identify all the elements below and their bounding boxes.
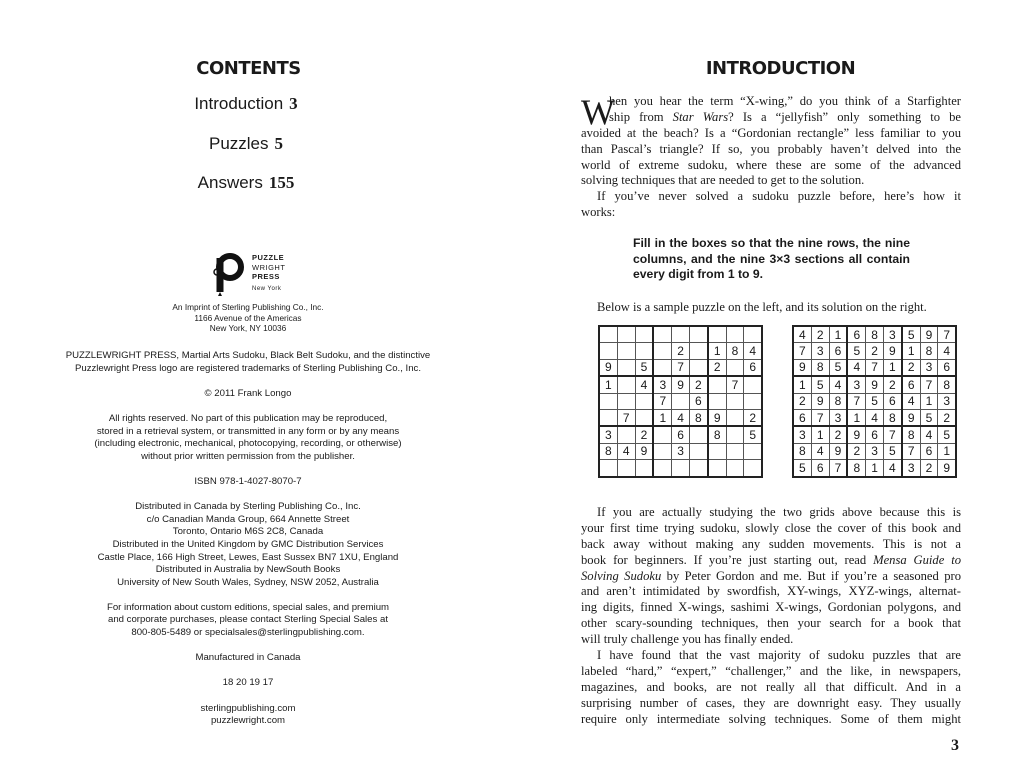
grid-cell: 4 bbox=[635, 376, 653, 393]
grid-cell: 8 bbox=[866, 326, 884, 343]
grid-cell bbox=[744, 460, 762, 477]
copyright-line: (including electronic, mechanical, photocopying, recording, or otherwise) bbox=[94, 438, 402, 450]
copyright-line bbox=[0, 640, 496, 653]
text-line: Solving Sudoku by Peter Gordon and me. But if you’re a seasoned pro bbox=[581, 568, 961, 583]
imprint-block bbox=[0, 302, 496, 334]
grid-cell: 2 bbox=[744, 409, 762, 426]
toc-label: Answers bbox=[197, 173, 263, 192]
copyright-line: c/o Canadian Manda Group, 664 Annette Street bbox=[146, 513, 350, 525]
grid-cell bbox=[617, 376, 635, 393]
grid-cell: 8 bbox=[793, 443, 811, 459]
grid-cell: 7 bbox=[938, 326, 956, 343]
grid-cell bbox=[635, 393, 653, 409]
grid-cell: 1 bbox=[938, 443, 956, 459]
grid-cell: 5 bbox=[938, 426, 956, 443]
intro-paragraph-1 bbox=[581, 94, 961, 221]
grid-cell: 7 bbox=[920, 376, 938, 393]
grid-cell bbox=[672, 393, 690, 409]
copyright-line: Puzzlewright Press logo are registered trademarks of Sterling Publishing Co., Inc. bbox=[74, 362, 422, 374]
grid-cell: 6 bbox=[672, 426, 690, 443]
copyright-line: Castle Place, 166 High Street, Lewes, East Sussex BN7 1XU, England bbox=[97, 551, 399, 563]
grid-cell bbox=[617, 359, 635, 376]
grid-cell: 5 bbox=[744, 426, 762, 443]
grid-row bbox=[599, 409, 762, 426]
grid-cell bbox=[726, 409, 744, 426]
text-line: world of extreme sudoku, where these are some of the advanced bbox=[581, 157, 961, 172]
grid-cell bbox=[599, 326, 617, 343]
grid-cell: 8 bbox=[883, 409, 901, 426]
text-line: ship from Star Wars? Is a “jellyfish” only something to be bbox=[609, 109, 961, 124]
grid-cell: 5 bbox=[920, 409, 938, 426]
grid-cell: 6 bbox=[829, 343, 847, 359]
grid-cell: 6 bbox=[866, 426, 884, 443]
grid-cell: 4 bbox=[847, 359, 865, 376]
grid-row bbox=[599, 343, 762, 359]
grid-cell: 4 bbox=[617, 443, 635, 459]
toc-page: 5 bbox=[274, 134, 284, 153]
grid-cell bbox=[672, 326, 690, 343]
grid-cell: 8 bbox=[902, 426, 920, 443]
grid-cell: 5 bbox=[793, 460, 811, 477]
text-line: surprising number of cases, they are downright easy. They usually bbox=[581, 695, 961, 710]
grid-cell: 7 bbox=[726, 376, 744, 393]
grid-cell: 5 bbox=[847, 343, 865, 359]
grid-cell: 8 bbox=[938, 376, 956, 393]
copyright-line bbox=[0, 589, 496, 602]
grid-cell: 7 bbox=[653, 393, 671, 409]
grid-cell bbox=[708, 326, 726, 343]
drop-cap: W bbox=[581, 92, 615, 132]
grid-cell bbox=[726, 326, 744, 343]
grid-row bbox=[599, 460, 762, 477]
grid-cell: 4 bbox=[793, 326, 811, 343]
grid-cell: 6 bbox=[793, 409, 811, 426]
grid-cell bbox=[653, 343, 671, 359]
grid-cell: 9 bbox=[902, 409, 920, 426]
grid-cell: 1 bbox=[847, 409, 865, 426]
grid-cell: 9 bbox=[793, 359, 811, 376]
grid-cell bbox=[726, 443, 744, 459]
grid-cell: 2 bbox=[689, 376, 707, 393]
grid-cell: 3 bbox=[902, 460, 920, 477]
copyright-line: Manufactured in Canada bbox=[195, 652, 301, 664]
copyright-line: PUZZLEWRIGHT PRESS, Martial Arts Sudoku, Black Belt Sudoku, and the distinctive bbox=[65, 350, 431, 361]
imprint-line: 1166 Avenue of the Americas bbox=[194, 312, 302, 323]
grid-cell bbox=[689, 443, 707, 459]
copyright-line: Distributed in the United Kingdom by GMC Distribution Services bbox=[112, 538, 384, 550]
grid-row bbox=[793, 376, 956, 393]
grid-cell: 4 bbox=[672, 409, 690, 426]
instruction-line: Fill in the boxes so that the nine rows, the nine bbox=[633, 236, 910, 250]
text-line: hen you hear the term “X-wing,” do you think of a Starfighter bbox=[609, 94, 961, 108]
toc-label: Introduction bbox=[194, 94, 284, 113]
grid-cell: 3 bbox=[793, 426, 811, 443]
grid-cell: 8 bbox=[708, 426, 726, 443]
grid-cell: 3 bbox=[653, 376, 671, 393]
grid-cell: 1 bbox=[599, 376, 617, 393]
grid-row bbox=[599, 393, 762, 409]
introduction-title: INTRODUCTION bbox=[705, 58, 856, 79]
grid-cell bbox=[653, 426, 671, 443]
grid-cell: 4 bbox=[811, 443, 829, 459]
grid-cell: 8 bbox=[811, 359, 829, 376]
grid-cell: 2 bbox=[920, 460, 938, 477]
grid-cell: 7 bbox=[902, 443, 920, 459]
grid-row bbox=[793, 426, 956, 443]
grid-cell bbox=[744, 443, 762, 459]
grid-cell bbox=[653, 359, 671, 376]
intro-paragraph-2 bbox=[581, 505, 961, 727]
grid-cell: 6 bbox=[883, 393, 901, 409]
toc-item-introduction bbox=[0, 94, 492, 114]
copyright-line bbox=[0, 489, 496, 502]
grid-row bbox=[599, 426, 762, 443]
grid-cell: 2 bbox=[811, 326, 829, 343]
grid-cell bbox=[599, 343, 617, 359]
grid-cell: 9 bbox=[635, 443, 653, 459]
grid-cell bbox=[689, 326, 707, 343]
grid-cell bbox=[744, 376, 762, 393]
grid-cell: 5 bbox=[811, 376, 829, 393]
grid-cell: 9 bbox=[811, 393, 829, 409]
copyright-line bbox=[0, 665, 496, 678]
right-page bbox=[510, 0, 1020, 783]
grid-row bbox=[599, 359, 762, 376]
grid-row bbox=[793, 460, 956, 477]
toc-item-answers bbox=[0, 173, 492, 193]
grid-cell: 6 bbox=[847, 326, 865, 343]
grid-row bbox=[599, 376, 762, 393]
grid-cell bbox=[726, 393, 744, 409]
sample-puzzle-grid bbox=[598, 325, 763, 478]
puzzlewright-press-logo bbox=[212, 252, 302, 298]
grid-cell bbox=[635, 326, 653, 343]
grid-cell: 2 bbox=[883, 376, 901, 393]
contents-title: CONTENTS bbox=[196, 58, 301, 79]
copyright-line: All rights reserved. No part of this publication may be reproduced, bbox=[108, 412, 388, 424]
grid-cell bbox=[689, 426, 707, 443]
grid-cell bbox=[744, 393, 762, 409]
grid-cell: 4 bbox=[920, 426, 938, 443]
copyright-line: 800-805-5489 or specialsales@sterlingpublishing.com. bbox=[131, 627, 365, 639]
text-line: will truly challenge you has finally ended. bbox=[581, 632, 794, 647]
grid-row bbox=[793, 393, 956, 409]
toc-page: 3 bbox=[289, 94, 298, 113]
grid-cell: 6 bbox=[902, 376, 920, 393]
grid-cell: 2 bbox=[938, 409, 956, 426]
copyright-line bbox=[0, 375, 496, 388]
logo-line: New York bbox=[252, 285, 282, 292]
grid-cell: 1 bbox=[793, 376, 811, 393]
grid-cell bbox=[635, 343, 653, 359]
grid-cell: 1 bbox=[866, 460, 884, 477]
grid-cell: 4 bbox=[883, 460, 901, 477]
sample-caption bbox=[597, 300, 961, 316]
grid-cell: 7 bbox=[672, 359, 690, 376]
text-line: If you are actually studying the two grids above because this is bbox=[597, 505, 961, 519]
grid-cell bbox=[617, 343, 635, 359]
grid-cell: 3 bbox=[811, 343, 829, 359]
grid-cell: 2 bbox=[672, 343, 690, 359]
grid-cell: 5 bbox=[902, 326, 920, 343]
text-line: other scary-sounding techniques, then your search for a book that bbox=[581, 616, 961, 631]
logo-line: WRIGHT bbox=[252, 262, 286, 272]
grid-cell: 6 bbox=[938, 359, 956, 376]
grid-cell: 1 bbox=[920, 393, 938, 409]
grid-cell: 9 bbox=[599, 359, 617, 376]
grid-cell bbox=[689, 343, 707, 359]
grid-cell bbox=[617, 393, 635, 409]
grid-cell: 3 bbox=[847, 376, 865, 393]
grid-cell: 9 bbox=[829, 443, 847, 459]
grid-cell: 3 bbox=[938, 393, 956, 409]
grid-row bbox=[793, 343, 956, 359]
grid-cell bbox=[635, 409, 653, 426]
grid-cell: 6 bbox=[920, 443, 938, 459]
imprint-line: An Imprint of Sterling Publishing Co., Inc. bbox=[172, 302, 324, 312]
copyright-line: University of New South Wales, Sydney, NSW 2052, Australia bbox=[117, 576, 379, 588]
grid-cell bbox=[599, 393, 617, 409]
grid-cell: 1 bbox=[829, 326, 847, 343]
grid-cell: 9 bbox=[866, 376, 884, 393]
toc-item-puzzles bbox=[0, 134, 492, 154]
grid-cell: 4 bbox=[744, 343, 762, 359]
copyright-line: Distributed in Canada by Sterling Publishing Co., Inc. bbox=[135, 501, 361, 513]
toc-page: 155 bbox=[268, 173, 295, 192]
grid-cell bbox=[599, 409, 617, 426]
instruction-line: every digit from 1 to 9. bbox=[633, 267, 764, 282]
grid-cell: 5 bbox=[829, 359, 847, 376]
grid-row bbox=[599, 443, 762, 459]
grid-cell: 8 bbox=[689, 409, 707, 426]
grid-cell: 7 bbox=[793, 343, 811, 359]
grid-cell bbox=[617, 460, 635, 477]
grid-cell: 4 bbox=[902, 393, 920, 409]
copyright-line: © 2011 Frank Longo bbox=[204, 387, 292, 399]
grid-cell: 3 bbox=[920, 359, 938, 376]
copyright-line bbox=[0, 463, 496, 476]
grid-cell bbox=[726, 426, 744, 443]
grid-cell: 8 bbox=[726, 343, 744, 359]
grid-cell: 2 bbox=[708, 359, 726, 376]
grid-row bbox=[793, 326, 956, 343]
grid-cell: 9 bbox=[708, 409, 726, 426]
text-line: avoided at the beach? Is a “Gordonian rectangle” less familiar to you bbox=[581, 125, 961, 140]
grid-cell: 7 bbox=[811, 409, 829, 426]
imprint-line: New York, NY 10036 bbox=[209, 323, 287, 333]
text-line: works: bbox=[581, 205, 616, 220]
grid-cell: 2 bbox=[793, 393, 811, 409]
grid-cell: 9 bbox=[883, 343, 901, 359]
toc-label: Puzzles bbox=[208, 134, 269, 153]
copyright-line: without prior written permission from the publisher. bbox=[141, 450, 355, 462]
grid-cell: 5 bbox=[635, 359, 653, 376]
grid-cell bbox=[599, 460, 617, 477]
solution-grid bbox=[792, 325, 957, 478]
grid-cell: 2 bbox=[866, 343, 884, 359]
grid-cell: 7 bbox=[866, 359, 884, 376]
text-line: magazines, and books, are not really all that difficult. And in a bbox=[581, 679, 961, 694]
grid-cell bbox=[653, 460, 671, 477]
copyright-line: ISBN 978-1-4027-8070-7 bbox=[194, 475, 302, 487]
grid-cell bbox=[689, 359, 707, 376]
copyright-line bbox=[0, 690, 496, 703]
copyright-line: sterlingpublishing.com bbox=[200, 702, 296, 714]
copyright-line: Distributed in Australia by NewSouth Books bbox=[155, 564, 341, 576]
grid-cell: 1 bbox=[902, 343, 920, 359]
grid-cell: 3 bbox=[829, 409, 847, 426]
grid-cell: 7 bbox=[847, 393, 865, 409]
logo-wordmark bbox=[252, 253, 285, 294]
grid-cell bbox=[708, 443, 726, 459]
grid-row bbox=[793, 409, 956, 426]
text-line: your first time trying sudoku, slowly close the cover of this book and bbox=[581, 520, 961, 535]
copyright-line: Toronto, Ontario M6S 2C8, Canada bbox=[172, 526, 324, 538]
text-line: solving techniques that are needed to get to the solution. bbox=[581, 173, 865, 188]
copyright-line: For information about custom editions, special sales, and premium bbox=[106, 601, 390, 613]
grid-cell: 8 bbox=[920, 343, 938, 359]
grid-cell bbox=[672, 460, 690, 477]
logo-line: PUZZLE bbox=[252, 253, 285, 262]
grid-cell bbox=[744, 326, 762, 343]
text-line: I have found that the vast majority of sudoku puzzles that are bbox=[597, 648, 961, 663]
instructions-block bbox=[633, 236, 910, 283]
grid-cell: 6 bbox=[689, 393, 707, 409]
grid-cell bbox=[689, 460, 707, 477]
grid-cell bbox=[708, 393, 726, 409]
text-line: book for beginners. If you’re just starting out, read Mensa Guide to bbox=[581, 552, 961, 567]
grid-cell: 1 bbox=[653, 409, 671, 426]
grid-cell: 9 bbox=[920, 326, 938, 343]
page-number: 3 bbox=[951, 737, 959, 754]
grid-cell: 5 bbox=[866, 393, 884, 409]
copyright-line: puzzlewright.com bbox=[210, 715, 286, 727]
grid-cell: 7 bbox=[617, 409, 635, 426]
copyright-line bbox=[0, 400, 496, 413]
grid-cell bbox=[726, 460, 744, 477]
grid-cell: 6 bbox=[811, 460, 829, 477]
grid-cell: 2 bbox=[829, 426, 847, 443]
grid-cell bbox=[617, 426, 635, 443]
grid-cell: 9 bbox=[672, 376, 690, 393]
grid-cell: 7 bbox=[829, 460, 847, 477]
copyright-line: stored in a retrieval system, or transmitted in any form or by any means bbox=[96, 425, 400, 437]
grid-cell: 1 bbox=[883, 359, 901, 376]
grid-cell: 7 bbox=[883, 426, 901, 443]
text-line: ing digits, finned X-wings, sashimi X-wings, Gordonian polygons, and bbox=[581, 600, 961, 615]
grid-cell: 3 bbox=[672, 443, 690, 459]
grid-cell bbox=[653, 326, 671, 343]
grid-cell: 4 bbox=[938, 343, 956, 359]
grid-cell bbox=[726, 359, 744, 376]
grid-cell bbox=[708, 376, 726, 393]
text-line: than Pascal’s triangle? If so, you probably haven’t delved into the bbox=[581, 141, 961, 156]
text-line: back away without making any sudden movements. This is not a bbox=[581, 536, 961, 551]
grid-cell bbox=[653, 443, 671, 459]
grid-row bbox=[793, 359, 956, 376]
copyright-line: and corporate purchases, please contact Sterling Special Sales at bbox=[108, 614, 388, 626]
copyright-block bbox=[0, 350, 496, 728]
grid-cell: 4 bbox=[866, 409, 884, 426]
grid-row bbox=[599, 326, 762, 343]
instruction-line: columns, and the nine 3×3 sections all contain bbox=[633, 251, 910, 266]
text-line: require only intermediate solving techniques. Some of them might bbox=[581, 711, 961, 726]
grid-cell: 3 bbox=[883, 326, 901, 343]
grid-cell: 8 bbox=[599, 443, 617, 459]
text-line: If you’ve never solved a sudoku puzzle before, here’s how it bbox=[597, 189, 961, 204]
grid-cell: 2 bbox=[902, 359, 920, 376]
grid-cell: 9 bbox=[938, 460, 956, 477]
grid-cell bbox=[635, 460, 653, 477]
grid-cell: 8 bbox=[847, 460, 865, 477]
grid-cell bbox=[708, 460, 726, 477]
grid-cell bbox=[617, 326, 635, 343]
sample-caption-text: Below is a sample puzzle on the left, and its solution on the right. bbox=[597, 300, 927, 314]
grid-cell: 4 bbox=[829, 376, 847, 393]
grid-cell: 1 bbox=[708, 343, 726, 359]
grid-row bbox=[793, 443, 956, 459]
grid-cell: 8 bbox=[829, 393, 847, 409]
grid-cell: 9 bbox=[847, 426, 865, 443]
grid-cell: 2 bbox=[847, 443, 865, 459]
grid-cell: 3 bbox=[866, 443, 884, 459]
copyright-line: 18 20 19 17 bbox=[222, 677, 274, 689]
grid-cell: 6 bbox=[744, 359, 762, 376]
logo-line: PRESS bbox=[252, 272, 280, 281]
grid-cell: 3 bbox=[599, 426, 617, 443]
grid-cell: 2 bbox=[635, 426, 653, 443]
grid-cell: 5 bbox=[883, 443, 901, 459]
text-line: and aren’t intimidated by swordfish, XY-wings, XYZ-wings, alternat- bbox=[581, 584, 961, 599]
grid-cell: 1 bbox=[811, 426, 829, 443]
text-line: labeled “hard,” “expert,” “challenger,” and the like, in newspapers, bbox=[581, 663, 961, 678]
